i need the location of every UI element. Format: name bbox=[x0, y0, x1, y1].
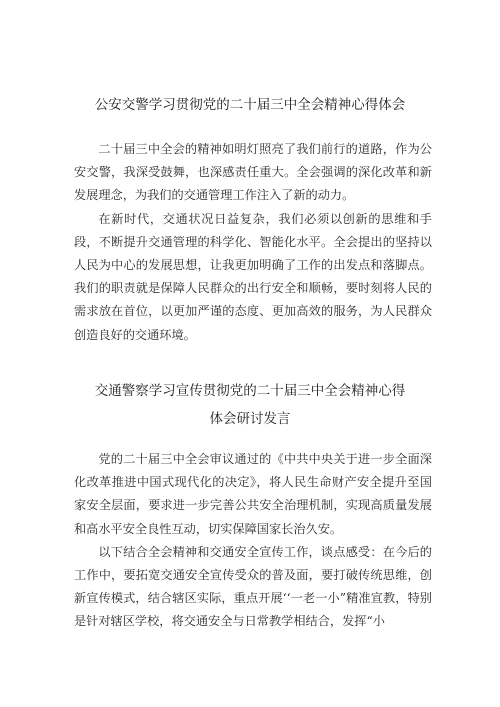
article-title-2 bbox=[0, 377, 500, 433]
paragraph: 在新时代，交通状况日益复杂，我们必须以创新的思维和手段，不断提升交通管理的科学化、智能化水平。全会提出的坚持以人民为中心的发展思想，让我更加明确了工作的出发点和落脚点。我们的职责就是保障人民群众的出行安全和顺畅，要时刻将人民的需求放在首位，以更加严谨的态度、更加高效的服务，为人民群众创造良好的交通环境。 bbox=[74, 211, 432, 342]
article-title-2-line-2: 体会研讨发言 bbox=[209, 411, 291, 427]
article-title-1-text: 公安交警学习贯彻党的二十届三中全会精神心得体会 bbox=[94, 97, 406, 113]
article-body-2 bbox=[74, 448, 432, 634]
paragraph: 以下结合全会精神和交通安全宣传工作，谈点感受：在今后的工作中，要拓宽交通安全宣传受众的普及面，要打破传统思维，创新宣传模式，结合辖区实际，重点开展‘‘一老一小”精准宣教，特别是针对辖区学校，将交通安全与日常教学相结合，发挥“小 bbox=[74, 544, 432, 629]
paragraph: 党的二十届三中全会审议通过的《中共中央关于进一步全面深化改革推进中国式现代化的决定》，将人民生命财产安全提升至国家安全层面，要求进一步完善公共安全治理机制，实现高质量发展和高水平安全良性互动，切实保障国家长治久安。 bbox=[74, 452, 432, 536]
article-body-1 bbox=[74, 138, 432, 347]
article-title-1 bbox=[0, 93, 500, 113]
article-title-2-line-1: 交通警察学习宣传贯彻党的二十届三中全会精神心得 bbox=[94, 383, 406, 399]
paragraph: 二十届三中全会的精神如明灯照亮了我们前行的道路，作为公安交警，我深受鼓舞，也深感责任重大。全会强调的深化改革和新发展理念，为我们的交通管理工作注入了新的动力。 bbox=[74, 142, 432, 203]
